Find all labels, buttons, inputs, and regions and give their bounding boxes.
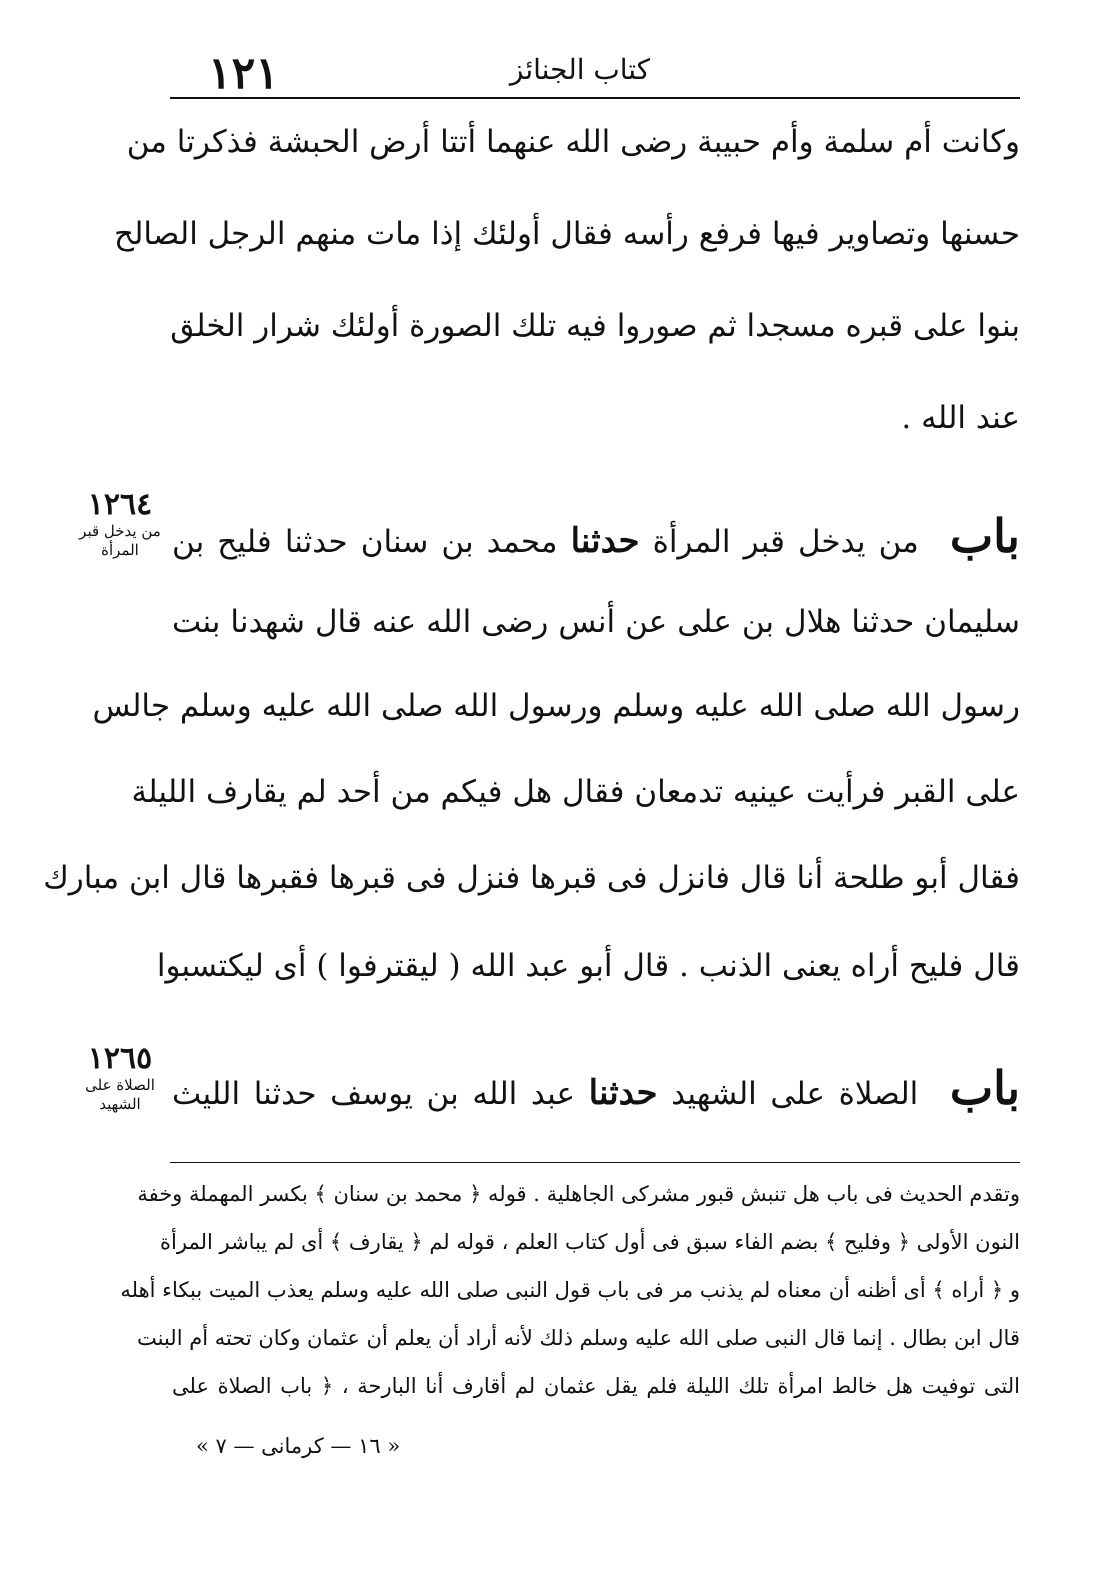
chapter-number: ١٢٦٥ bbox=[87, 1041, 153, 1076]
haddathana-mark: حدثنا bbox=[588, 1073, 658, 1113]
chapter-margin-1265 bbox=[72, 1042, 168, 1114]
body-line: رسول الله صلى الله عليه وسلم ورسول الله صلى الله عليه وسلم جالس bbox=[92, 688, 1020, 724]
body-line: حسنها وتصاوير فيها فرفع رأسه فقال أولئك إذا مات منهم الرجل الصالح bbox=[113, 216, 1020, 252]
footnote-line: وتقدم الحديث فى باب هل تنبش قبور مشركى الجاهلية . قوله ﴿ محمد بن سنان ﴾ بكسر المهملة وخفة bbox=[137, 1182, 1020, 1206]
chapter-title: الصلاة على الشهيد bbox=[671, 1076, 919, 1112]
bab-label: باب bbox=[949, 509, 1020, 563]
bab-label: باب bbox=[949, 1061, 1020, 1115]
chapter-title: من يدخل قبر المرأة bbox=[652, 524, 919, 560]
body-line: بنوا على قبره مسجدا ثم صوروا فيه تلك الصورة أولئك شرار الخلق bbox=[170, 308, 1020, 344]
body-line: وكانت أم سلمة وأم حبيبة رضى الله عنهما أتتا أرض الحبشة فذكرتا من bbox=[126, 124, 1020, 160]
footnote-line: قال ابن بطال . إنما قال النبى صلى الله عليه وسلم ذلك لأنه أراد أن يعلم أن عثمان وكان تحته أم البنت bbox=[137, 1326, 1020, 1350]
chapter-heading-1265 bbox=[172, 1061, 1020, 1116]
chapter-heading-1264 bbox=[172, 509, 1020, 564]
page-number: ١٢١ bbox=[208, 48, 279, 99]
footnote-rule bbox=[170, 1162, 1020, 1163]
chapter-line-rest: عبد الله بن يوسف حدثنا الليث bbox=[172, 1076, 575, 1112]
chapter-line-rest: محمد بن سنان حدثنا فليح بن bbox=[172, 524, 558, 560]
body-line: قال فليح أراه يعنى الذنب . قال أبو عبد الله ( ليقترفوا ) أى ليكتسبوا bbox=[156, 948, 1020, 984]
printer-signature: « ١٦ — كرمانى — ٧ » bbox=[196, 1434, 401, 1458]
chapter-number: ١٢٦٤ bbox=[87, 487, 153, 522]
footnote-line: النون الأولى ﴿ وفليح ﴾ بضم الفاء سبق فى أول كتاب العلم ، قوله لم ﴿ يقارف ﴾ أى لم يباشر المرأة bbox=[160, 1230, 1020, 1254]
chapter-margin-1264 bbox=[72, 488, 168, 560]
header-rule bbox=[170, 97, 1020, 99]
body-line: على القبر فرأيت عينيه تدمعان فقال هل فيكم من أحد لم يقارف الليلة bbox=[131, 774, 1020, 810]
footnote-line: و ﴿ أراه ﴾ أى أظنه أن معناه لم يذنب مر فى باب قول النبى صلى الله عليه وسلم يعذب الميت ببكاء أهله bbox=[120, 1278, 1020, 1302]
chapter-margin-label: الصلاة على الشهيد bbox=[85, 1076, 155, 1113]
running-title: كتاب الجنائز bbox=[509, 53, 651, 86]
body-line: سليمان حدثنا هلال بن على عن أنس رضى الله عنه قال شهدنا بنت bbox=[172, 604, 1020, 640]
chapter-margin-label: من يدخل قبر المرأة bbox=[79, 522, 161, 559]
body-line: عند الله . bbox=[901, 400, 1020, 436]
footnote-line: التى توفيت هل خالط امرأة تلك الليلة فلم يقل عثمان لم أقارف أنا البارحة ، ﴿ باب الصلاة على bbox=[172, 1374, 1020, 1398]
body-line: فقال أبو طلحة أنا قال فانزل فى قبرها فنزل فى قبرها فقبرها قال ابن مبارك bbox=[43, 860, 1020, 896]
haddathana-mark: حدثنا bbox=[570, 521, 640, 561]
